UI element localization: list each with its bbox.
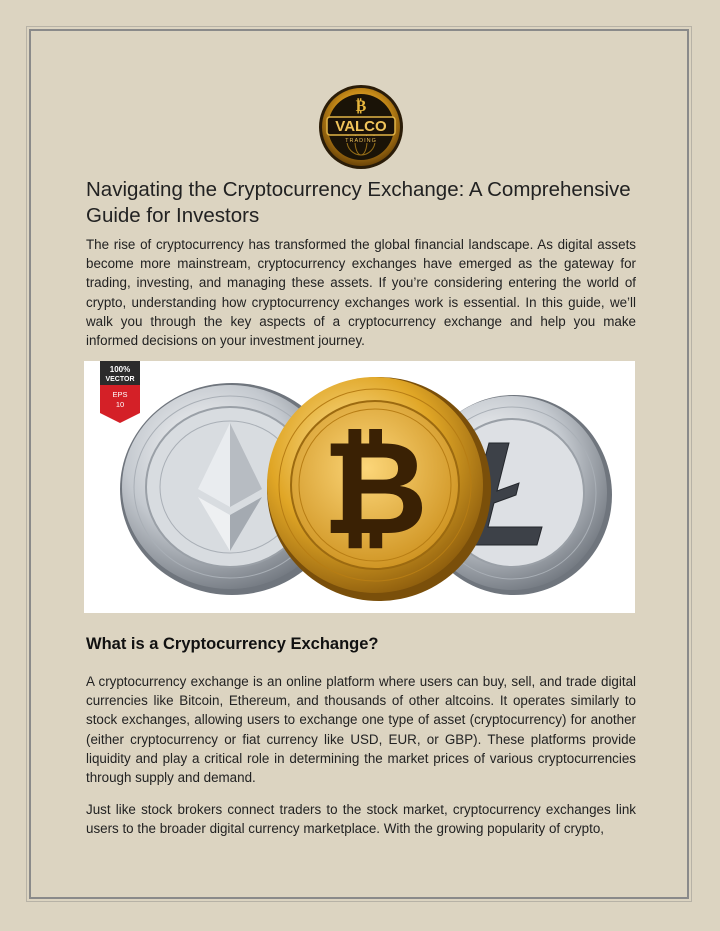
badge-line-4: 10 (115, 400, 125, 409)
svg-text:₿: ₿ (322, 412, 428, 564)
valco-trading-logo (317, 83, 405, 171)
badge-line-2: VECTOR (105, 376, 135, 383)
intro-paragraph: The rise of cryptocurrency has transformed the global financial landscape. As digital assets become more mainstream, cryptocurrency exchanges have emerged as the gateway for trading, investing, and managing these assets. If you’re considering entering the world of crypto, understanding how cryptocurrency exchanges work is essential. In this guide, we’ll walk you through the key aspects of a cryptocurrency exchange and help you make informed decisions on your investment journey. (86, 237, 636, 349)
bitcoin-coin (267, 377, 491, 601)
logo-tagline: TRADING (345, 138, 377, 144)
vector-badge (100, 361, 140, 423)
crypto-coins-image (84, 361, 635, 613)
badge-line-3: EPS (112, 390, 128, 399)
logo-brand: VALCO (335, 118, 387, 135)
document-title: Navigating the Cryptocurrency Exchange: A Comprehensive Guide for Investors (86, 178, 631, 227)
badge-line-1: 100% (109, 365, 131, 374)
exchange-link-paragraph: Just like stock brokers connect traders to the stock market, cryptocurrency exchanges link users to the broader digital currency marketplace. With the growing popularity of crypto, (86, 802, 636, 837)
section-heading: What is a Cryptocurrency Exchange? (86, 635, 379, 653)
exchange-definition-paragraph: A cryptocurrency exchange is an online platform where users can buy, sell, and trade digital currencies like Bitcoin, Ethereum, and thousands of other altcoins. It operates similarly to stock exchanges, allowing users to exchange one type of asset (cryptocurrency) for another (either cryptocurrency or fiat currency like USD, EUR, or GBP). These platforms provide liquidity and play a critical role in determining the market prices of various cryptocurrencies through supply and demand. (86, 674, 636, 786)
svg-text:₿: ₿ (355, 98, 367, 115)
